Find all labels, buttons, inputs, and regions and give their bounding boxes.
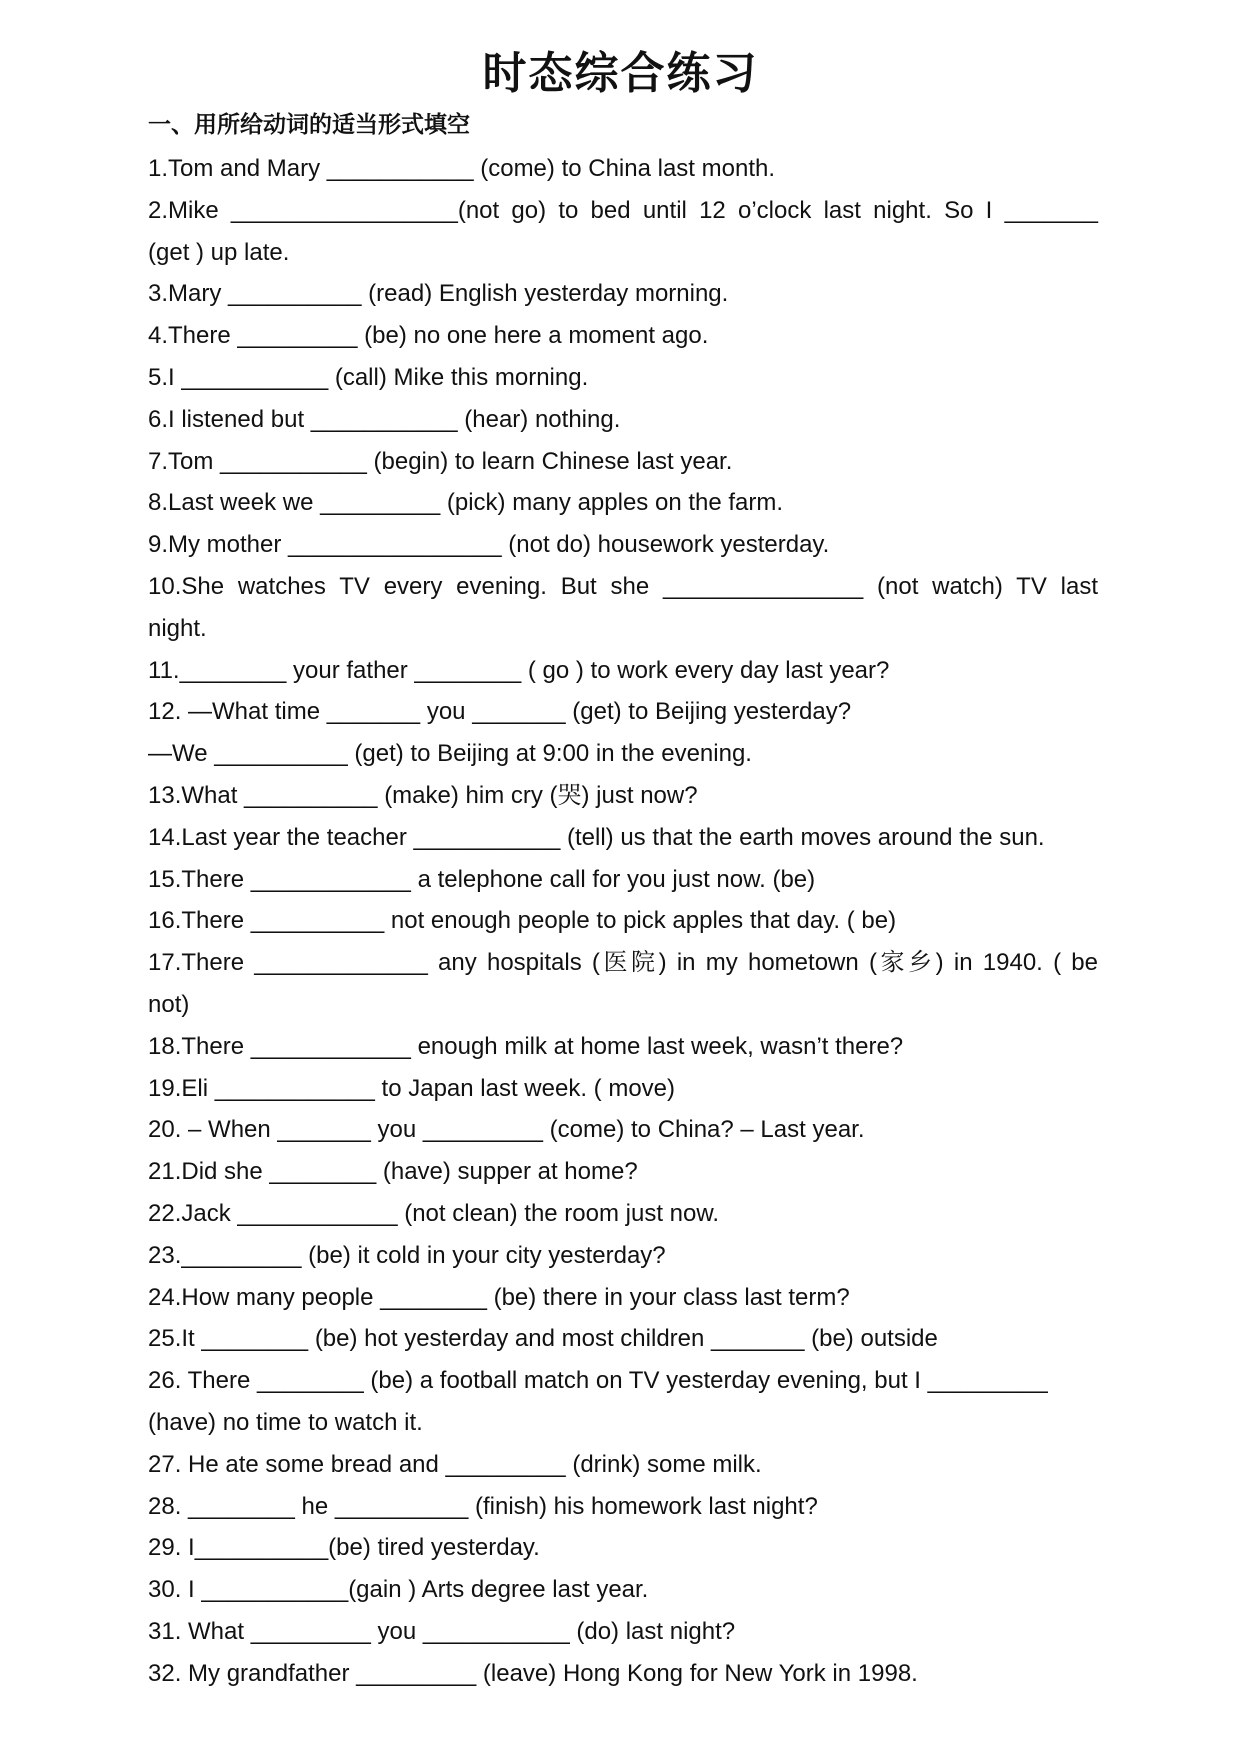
exercise-line: 22.Jack ____________ (not clean) the room just now. <box>148 1199 720 1227</box>
exercise-line: 4.There _________ (be) no one here a moment ago. <box>148 322 709 350</box>
exercise-line: 27. He ate some bread and _________ (drink) some milk. <box>148 1450 762 1478</box>
exercise-line: 16.There __________ not enough people to pick apples that day. ( be) <box>148 907 897 935</box>
exercise-line: 31. What _________ you ___________ (do) last night? <box>148 1617 736 1645</box>
exercise-line: 20. – When _______ you _________ (come) to China? – Last year. <box>148 1116 865 1144</box>
exercise-line: 24.How many people ________ (be) there in your class last term? <box>148 1283 850 1311</box>
exercise-line: 32. My grandfather _________ (leave) Hong Kong for New York in 1998. <box>148 1659 918 1687</box>
exercise-line: 26. There ________ (be) a football match on TV yesterday evening, but I _________ <box>148 1367 1048 1395</box>
exercise-line: —We __________ (get) to Beijing at 9:00 in the evening. <box>148 740 752 768</box>
exercise-line: 21.Did she ________ (have) supper at home? <box>148 1158 638 1186</box>
exercise-line: 2.Mike _________________(not go) to bed until 12 o’clock last night. So I _______ <box>148 196 1098 224</box>
exercise-list <box>148 148 1098 1694</box>
exercise-line: 15.There ____________ a telephone call for you just now. (be) <box>148 865 816 893</box>
exercise-line: 30. I ___________(gain ) Arts degree last year. <box>148 1576 649 1604</box>
exercise-line: 12. —What time _______ you _______ (get) to Beijing yesterday? <box>148 698 852 726</box>
exercise-line: not) <box>148 990 190 1018</box>
exercise-line: 29. I__________(be) tired yesterday. <box>148 1534 540 1562</box>
exercise-line: (have) no time to watch it. <box>148 1408 423 1436</box>
exercise-line: 3.Mary __________ (read) English yesterday morning. <box>148 280 729 308</box>
exercise-line: 19.Eli ____________ to Japan last week. ( move) <box>148 1074 676 1102</box>
exercise-line: 9.My mother ________________ (not do) housework yesterday. <box>148 531 830 559</box>
exercise-line: 10.She watches TV every evening. But she _______________ (not watch) TV last <box>148 572 1098 600</box>
exercise-line: 6.I listened but ___________ (hear) nothing. <box>148 405 621 433</box>
exercise-line: 28. ________ he __________ (finish) his homework last night? <box>148 1492 818 1520</box>
exercise-line: 13.What __________ (make) him cry (哭) just now? <box>148 781 698 809</box>
exercise-line: (get ) up late. <box>148 238 290 266</box>
page-title: 时态综合练习 <box>482 48 759 99</box>
exercise-line: 11.________ your father ________ ( go ) to work every day last year? <box>148 656 890 684</box>
exercise-line: 17.There _____________ any hospitals (医院) in my hometown (家乡) in 1940. ( be <box>148 949 1098 977</box>
exercise-line: 18.There ____________ enough milk at home last week, wasn’t there? <box>148 1032 904 1060</box>
section-heading: 一、用所给动词的适当形式填空 <box>148 111 470 138</box>
exercise-line: 8.Last week we _________ (pick) many apples on the farm. <box>148 489 784 517</box>
exercise-line: 5.I ___________ (call) Mike this morning. <box>148 363 589 391</box>
exercise-line: 7.Tom ___________ (begin) to learn Chinese last year. <box>148 447 733 475</box>
exercise-line: 23._________ (be) it cold in your city yesterday? <box>148 1241 666 1269</box>
exercise-line: 14.Last year the teacher ___________ (tell) us that the earth moves around the sun. <box>148 823 1045 851</box>
exercise-line: 1.Tom and Mary ___________ (come) to China last month. <box>148 155 776 182</box>
exercise-line: 25.It ________ (be) hot yesterday and most children _______ (be) outside <box>148 1325 938 1353</box>
exercise-line: night. <box>148 614 207 642</box>
